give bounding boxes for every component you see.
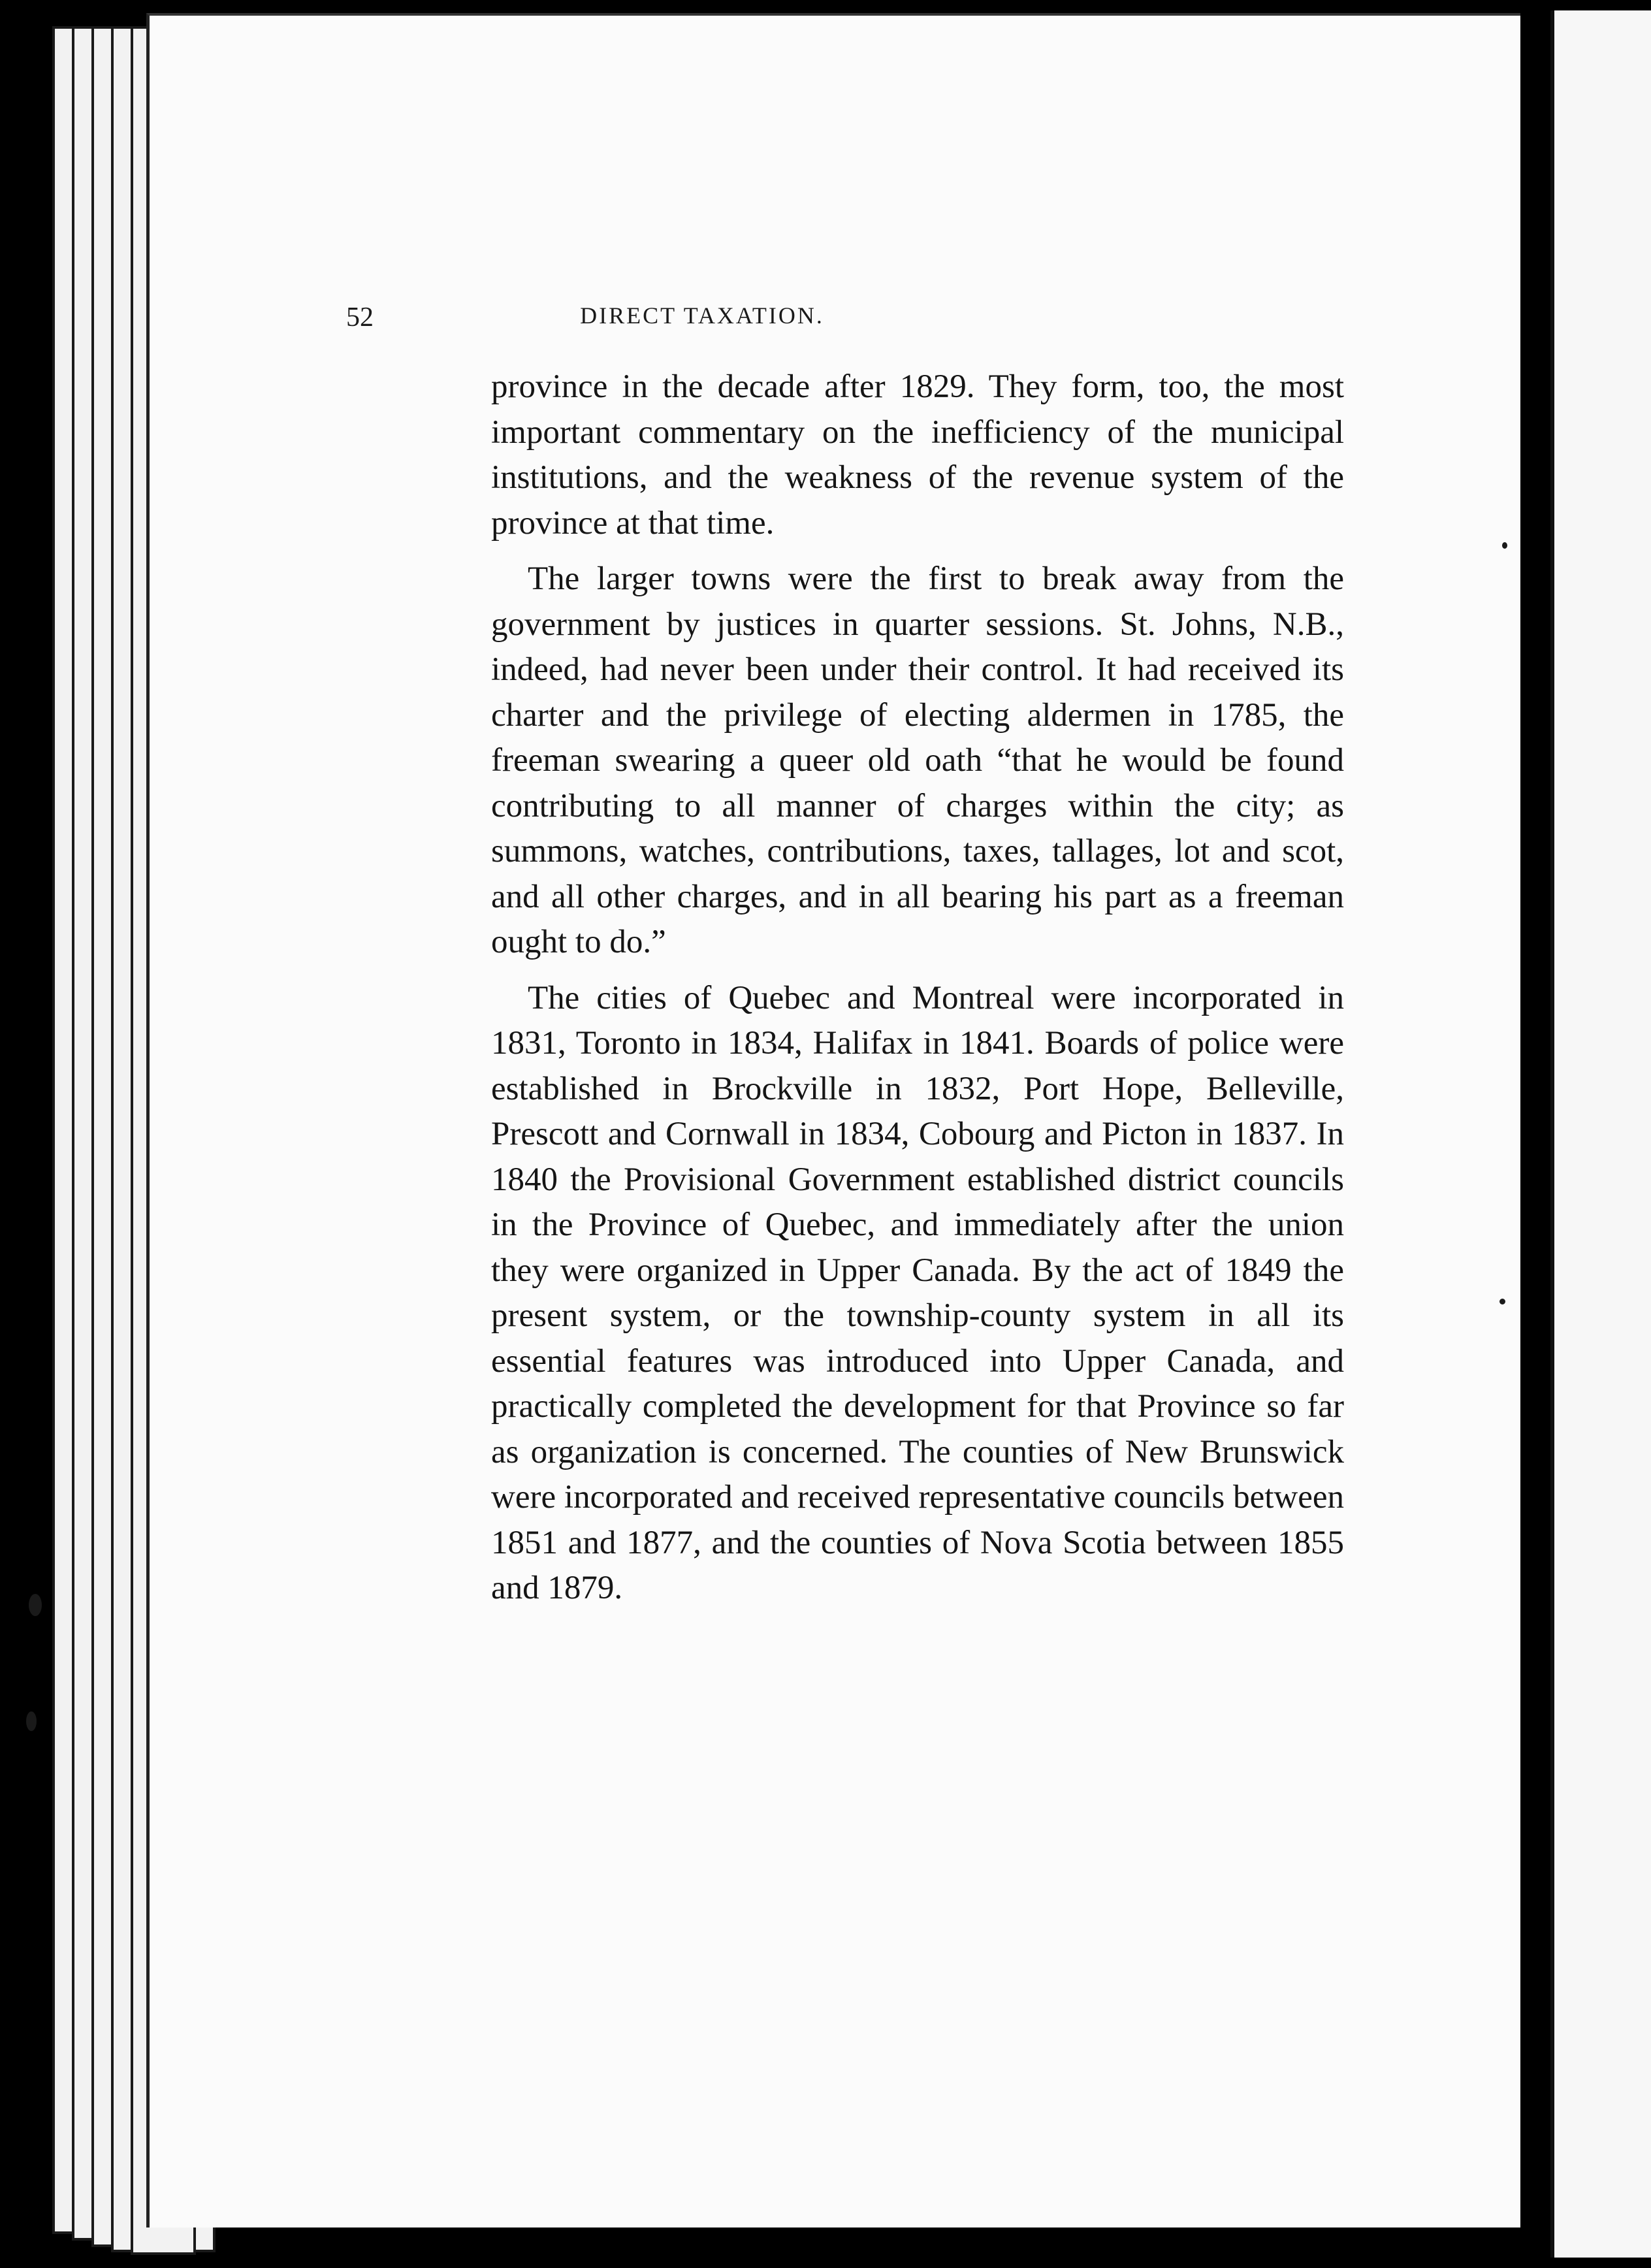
facing-page-edge — [1550, 10, 1651, 2258]
scan-speck — [29, 1594, 42, 1616]
paragraph: The larger towns were the first to break away from the government by justices in quarter sessions. St. Johns, N.B., indeed, had never been under their control. It had received its charter and the privilege of electing aldermen in 1785, the freeman swearing a queer old oath “that he would be found contributing to all manner of charges within the city; as summons, watches, contributions, taxes, tallages, lot and scot, and all other charges, and in all bearing his part as a freeman ought to do.” — [491, 560, 1344, 960]
scan-speck — [1502, 542, 1507, 549]
body-text — [491, 364, 1344, 1622]
scan-speck — [26, 1711, 37, 1731]
scan-speck — [1499, 1299, 1505, 1304]
page-header — [346, 302, 1058, 341]
running-head: DIRECT TAXATION. — [580, 302, 824, 329]
page-number: 52 — [346, 302, 374, 332]
paragraph: province in the decade after 1829. They form, too, the most important commentary on the inefficiency of the municipal institutions, and the weakness of the revenue system of the province at that time. — [491, 368, 1344, 542]
paragraph: The cities of Quebec and Montreal were incorporated in 1831, Toronto in 1834, Halifax in 1841. Boards of police were established in Brockville in 1832, Port Hope, Belleville, Prescott and Cornwall in 1834, Cobourg and Picton in 1837. In 1840 the Provisional Government established district councils in the Province of Quebec, and immediately after the union they were organized in Upper Canada. By the act of 1849 the present system, or the township-county system in all its essential features was introduced into Upper Canada, and practically completed the development for that Province so far as organization is concerned. The counties of New Brunswick were incorporated and received representative councils between 1851 and 1877, and the counties of Nova Scotia between 1855 and 1879. — [491, 979, 1344, 1606]
